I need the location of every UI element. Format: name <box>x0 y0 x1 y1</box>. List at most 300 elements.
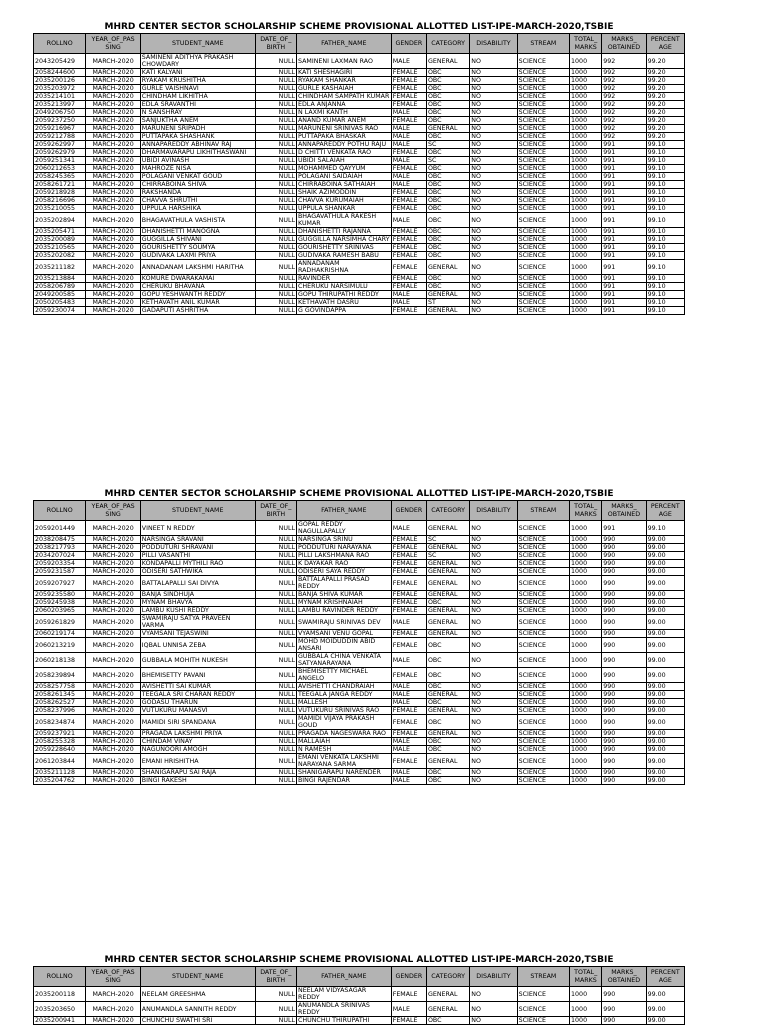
cell-date-of-birth: NULL <box>255 275 296 283</box>
cell-gender: FEMALE <box>391 1017 426 1025</box>
table-row <box>34 707 685 715</box>
cell-father-name: MALLESH <box>296 699 391 707</box>
column-header-total-marks: TOTAL_ MARKS <box>570 967 602 987</box>
cell-category: OBC <box>426 683 469 691</box>
cell-gender: MALE <box>391 109 426 117</box>
cell-gender: MALE <box>391 738 426 746</box>
cell-stream: SCIENCE <box>517 85 569 93</box>
cell-student-name: CHUNCHU SWATHI SRI <box>140 1017 255 1025</box>
cell-date-of-birth: NULL <box>255 738 296 746</box>
cell-father-name: POLAGANI SAIDAIAH <box>296 173 391 181</box>
cell-date-of-birth: NULL <box>255 769 296 777</box>
cell-rollno: 2058255328 <box>34 738 86 746</box>
cell-student-name: PILLI VASANTHI <box>140 552 255 560</box>
cell-disability: NO <box>470 173 517 181</box>
cell-total-marks: 1000 <box>570 707 602 715</box>
cell-student-name: SANJUKTHA ANEM <box>140 117 255 125</box>
cell-gender: FEMALE <box>391 568 426 576</box>
cell-student-name: EDLA SRAVANTHI <box>140 101 255 109</box>
cell-disability: NO <box>470 283 517 291</box>
cell-gender: MALE <box>391 653 426 668</box>
cell-total-marks: 1000 <box>570 181 602 189</box>
cell-year-of-passing: MARCH-2020 <box>86 754 140 769</box>
cell-year-of-passing: MARCH-2020 <box>86 213 140 228</box>
cell-stream: SCIENCE <box>517 189 569 197</box>
cell-year-of-passing: MARCH-2020 <box>86 987 140 1002</box>
cell-date-of-birth: NULL <box>255 536 296 544</box>
cell-date-of-birth: NULL <box>255 228 296 236</box>
cell-category: SC <box>426 141 469 149</box>
cell-gender: FEMALE <box>391 630 426 638</box>
cell-disability: NO <box>470 630 517 638</box>
cell-marks-obtained: 990 <box>602 591 646 599</box>
cell-father-name: UPPULA SHANKAR <box>296 205 391 213</box>
cell-year-of-passing: MARCH-2020 <box>86 599 140 607</box>
cell-marks-obtained: 991 <box>602 213 646 228</box>
cell-year-of-passing: MARCH-2020 <box>86 252 140 260</box>
scholarship-table <box>33 500 685 785</box>
cell-year-of-passing: MARCH-2020 <box>86 591 140 599</box>
cell-year-of-passing: MARCH-2020 <box>86 683 140 691</box>
cell-father-name: MOHD MOIDUDDIN ABID ANSARI <box>296 638 391 653</box>
cell-percentage: 99.10 <box>646 275 684 283</box>
cell-year-of-passing: MARCH-2020 <box>86 738 140 746</box>
cell-category: OBC <box>426 205 469 213</box>
cell-total-marks: 1000 <box>570 576 602 591</box>
cell-stream: SCIENCE <box>517 699 569 707</box>
cell-percentage: 99.20 <box>646 125 684 133</box>
cell-gender: FEMALE <box>391 101 426 109</box>
cell-year-of-passing: MARCH-2020 <box>86 109 140 117</box>
cell-rollno: 2060203965 <box>34 607 86 615</box>
cell-stream: SCIENCE <box>517 69 569 77</box>
table-row <box>34 769 685 777</box>
cell-disability: NO <box>470 699 517 707</box>
table-row <box>34 653 685 668</box>
cell-date-of-birth: NULL <box>255 157 296 165</box>
cell-stream: SCIENCE <box>517 228 569 236</box>
cell-gender: FEMALE <box>391 69 426 77</box>
cell-stream: SCIENCE <box>517 536 569 544</box>
cell-percentage: 99.00 <box>646 1002 684 1017</box>
cell-date-of-birth: NULL <box>255 181 296 189</box>
cell-student-name: KETHAVATH ANIL KUMAR <box>140 299 255 307</box>
cell-father-name: K DAYAKAR RAO <box>296 560 391 568</box>
cell-father-name: NEELAM VIDYASAGAR REDDY <box>296 987 391 1002</box>
cell-category: OBC <box>426 715 469 730</box>
cell-category: OBC <box>426 283 469 291</box>
cell-gender: MALE <box>391 691 426 699</box>
cell-father-name: GUDIVAKA RAMESH BABU <box>296 252 391 260</box>
cell-marks-obtained: 991 <box>602 252 646 260</box>
cell-total-marks: 1000 <box>570 275 602 283</box>
cell-total-marks: 1000 <box>570 615 602 630</box>
column-header-marks-obtained: MARKS_ OBTAINED <box>602 501 646 521</box>
cell-disability: NO <box>470 754 517 769</box>
cell-father-name: N RAMESH <box>296 746 391 754</box>
cell-student-name: GADAPUTI ASHRITHA <box>140 307 255 315</box>
cell-category: GENERAL <box>426 291 469 299</box>
table-row <box>34 668 685 683</box>
cell-marks-obtained: 990 <box>602 715 646 730</box>
cell-gender: FEMALE <box>391 638 426 653</box>
cell-percentage: 99.00 <box>646 699 684 707</box>
cell-stream: SCIENCE <box>517 1002 569 1017</box>
cell-year-of-passing: MARCH-2020 <box>86 746 140 754</box>
cell-percentage: 99.10 <box>646 291 684 299</box>
cell-stream: SCIENCE <box>517 638 569 653</box>
cell-total-marks: 1000 <box>570 777 602 785</box>
cell-disability: NO <box>470 197 517 205</box>
cell-marks-obtained: 990 <box>602 607 646 615</box>
table-row <box>34 260 685 275</box>
cell-category: GENERAL <box>426 576 469 591</box>
cell-disability: NO <box>470 133 517 141</box>
cell-father-name: ANAND KUMAR ANEM <box>296 117 391 125</box>
cell-year-of-passing: MARCH-2020 <box>86 521 140 536</box>
cell-total-marks: 1000 <box>570 699 602 707</box>
cell-marks-obtained: 991 <box>602 165 646 173</box>
cell-gender: FEMALE <box>391 236 426 244</box>
cell-total-marks: 1000 <box>570 638 602 653</box>
cell-percentage: 99.20 <box>646 77 684 85</box>
cell-disability: NO <box>470 299 517 307</box>
cell-percentage: 99.10 <box>646 228 684 236</box>
cell-student-name: CHERUKU BHAVANA <box>140 283 255 291</box>
cell-percentage: 99.10 <box>646 197 684 205</box>
cell-year-of-passing: MARCH-2020 <box>86 85 140 93</box>
column-header-rollno: ROLLNO <box>34 34 86 54</box>
cell-category: ST <box>426 299 469 307</box>
cell-total-marks: 1000 <box>570 173 602 181</box>
cell-disability: NO <box>470 607 517 615</box>
cell-total-marks: 1000 <box>570 599 602 607</box>
cell-gender: FEMALE <box>391 576 426 591</box>
column-header-disability: DISABILITY <box>470 967 517 987</box>
cell-marks-obtained: 990 <box>602 707 646 715</box>
cell-stream: SCIENCE <box>517 213 569 228</box>
cell-percentage: 99.00 <box>646 987 684 1002</box>
cell-percentage: 99.00 <box>646 1017 684 1025</box>
cell-category: OBC <box>426 275 469 283</box>
cell-category: OBC <box>426 181 469 189</box>
cell-category: OBC <box>426 85 469 93</box>
cell-total-marks: 1000 <box>570 205 602 213</box>
cell-date-of-birth: NULL <box>255 544 296 552</box>
table-row <box>34 275 685 283</box>
cell-year-of-passing: MARCH-2020 <box>86 707 140 715</box>
cell-total-marks: 1000 <box>570 125 602 133</box>
cell-date-of-birth: NULL <box>255 101 296 109</box>
table-row <box>34 173 685 181</box>
cell-disability: NO <box>470 552 517 560</box>
cell-stream: SCIENCE <box>517 260 569 275</box>
cell-total-marks: 1000 <box>570 552 602 560</box>
cell-rollno: 2035203650 <box>34 1002 86 1017</box>
cell-rollno: 2060218138 <box>34 653 86 668</box>
cell-stream: SCIENCE <box>517 109 569 117</box>
cell-percentage: 99.00 <box>646 638 684 653</box>
cell-father-name: D CHITTI VENKATA RAO <box>296 149 391 157</box>
cell-marks-obtained: 991 <box>602 521 646 536</box>
cell-stream: SCIENCE <box>517 133 569 141</box>
cell-father-name: GOURISHETTY SRINIVAS <box>296 244 391 252</box>
cell-date-of-birth: NULL <box>255 133 296 141</box>
cell-category: OBC <box>426 213 469 228</box>
cell-category: GENERAL <box>426 560 469 568</box>
cell-father-name: VYAMSANI VENU GOPAL <box>296 630 391 638</box>
column-header-stream: STREAM <box>517 34 569 54</box>
cell-category: GENERAL <box>426 54 469 69</box>
cell-percentage: 99.00 <box>646 730 684 738</box>
cell-gender: MALE <box>391 54 426 69</box>
cell-year-of-passing: MARCH-2020 <box>86 607 140 615</box>
cell-disability: NO <box>470 189 517 197</box>
cell-disability: NO <box>470 291 517 299</box>
cell-gender: MALE <box>391 299 426 307</box>
cell-percentage: 99.00 <box>646 715 684 730</box>
cell-total-marks: 1000 <box>570 236 602 244</box>
cell-rollno: 2059235580 <box>34 591 86 599</box>
column-header-total-marks: TOTAL_ MARKS <box>570 34 602 54</box>
cell-disability: NO <box>470 165 517 173</box>
cell-percentage: 99.00 <box>646 591 684 599</box>
cell-category: OBC <box>426 133 469 141</box>
cell-category: OBC <box>426 228 469 236</box>
cell-father-name: CHERUKU NARSIMULU <box>296 283 391 291</box>
cell-disability: NO <box>470 157 517 165</box>
cell-disability: NO <box>470 715 517 730</box>
cell-father-name: RAVINDER <box>296 275 391 283</box>
cell-rollno: 2035211128 <box>34 769 86 777</box>
cell-total-marks: 1000 <box>570 165 602 173</box>
cell-disability: NO <box>470 228 517 236</box>
cell-date-of-birth: NULL <box>255 125 296 133</box>
cell-category: SC <box>426 552 469 560</box>
cell-marks-obtained: 990 <box>602 699 646 707</box>
cell-year-of-passing: MARCH-2020 <box>86 691 140 699</box>
cell-percentage: 99.20 <box>646 69 684 77</box>
cell-total-marks: 1000 <box>570 683 602 691</box>
cell-student-name: N SANSHRAY <box>140 109 255 117</box>
cell-date-of-birth: NULL <box>255 93 296 101</box>
cell-father-name: VUTUKURU SRINIVAS RAO <box>296 707 391 715</box>
cell-father-name: UBIDI SALAIAH <box>296 157 391 165</box>
cell-category: GENERAL <box>426 260 469 275</box>
cell-total-marks: 1000 <box>570 260 602 275</box>
cell-category: OBC <box>426 653 469 668</box>
cell-rollno: 2058245365 <box>34 173 86 181</box>
cell-marks-obtained: 991 <box>602 181 646 189</box>
cell-disability: NO <box>470 568 517 576</box>
cell-category: SC <box>426 157 469 165</box>
cell-stream: SCIENCE <box>517 544 569 552</box>
cell-percentage: 99.00 <box>646 777 684 785</box>
cell-marks-obtained: 991 <box>602 307 646 315</box>
cell-stream: SCIENCE <box>517 730 569 738</box>
cell-disability: NO <box>470 746 517 754</box>
cell-disability: NO <box>470 244 517 252</box>
cell-disability: NO <box>470 691 517 699</box>
cell-marks-obtained: 992 <box>602 101 646 109</box>
cell-percentage: 99.00 <box>646 544 684 552</box>
cell-total-marks: 1000 <box>570 85 602 93</box>
cell-date-of-birth: NULL <box>255 141 296 149</box>
cell-year-of-passing: MARCH-2020 <box>86 69 140 77</box>
cell-marks-obtained: 992 <box>602 54 646 69</box>
cell-marks-obtained: 990 <box>602 1002 646 1017</box>
cell-date-of-birth: NULL <box>255 560 296 568</box>
cell-disability: NO <box>470 544 517 552</box>
cell-disability: NO <box>470 591 517 599</box>
cell-year-of-passing: MARCH-2020 <box>86 133 140 141</box>
cell-stream: SCIENCE <box>517 769 569 777</box>
column-header-gender: GENDER <box>391 34 426 54</box>
cell-stream: SCIENCE <box>517 754 569 769</box>
cell-rollno: 2035213997 <box>34 101 86 109</box>
cell-stream: SCIENCE <box>517 560 569 568</box>
cell-marks-obtained: 990 <box>602 730 646 738</box>
cell-marks-obtained: 990 <box>602 683 646 691</box>
cell-rollno: 2035211182 <box>34 260 86 275</box>
cell-date-of-birth: NULL <box>255 54 296 69</box>
cell-total-marks: 1000 <box>570 630 602 638</box>
cell-stream: SCIENCE <box>517 576 569 591</box>
scholarship-table <box>33 966 685 1025</box>
cell-disability: NO <box>470 521 517 536</box>
cell-percentage: 99.00 <box>646 560 684 568</box>
cell-percentage: 99.10 <box>646 299 684 307</box>
cell-gender: FEMALE <box>391 307 426 315</box>
cell-category: GENERAL <box>426 521 469 536</box>
cell-year-of-passing: MARCH-2020 <box>86 157 140 165</box>
cell-gender: FEMALE <box>391 93 426 101</box>
cell-student-name: NARSINGA SRAVANI <box>140 536 255 544</box>
cell-stream: SCIENCE <box>517 117 569 125</box>
column-header-father-name: FATHER_NAME <box>296 967 391 987</box>
cell-total-marks: 1000 <box>570 252 602 260</box>
cell-father-name: MARUNENI SRINIVAS RAO <box>296 125 391 133</box>
cell-year-of-passing: MARCH-2020 <box>86 630 140 638</box>
column-header-percentage: PERCENT AGE <box>646 501 684 521</box>
cell-father-name: MAMIDI VIJAYA PRAKASH GOUD <box>296 715 391 730</box>
cell-disability: NO <box>470 638 517 653</box>
column-header-stream: STREAM <box>517 501 569 521</box>
cell-total-marks: 1000 <box>570 738 602 746</box>
cell-student-name: VYAMSANI TEJASWINI <box>140 630 255 638</box>
cell-disability: NO <box>470 205 517 213</box>
cell-marks-obtained: 991 <box>602 197 646 205</box>
cell-gender: MALE <box>391 1002 426 1017</box>
cell-gender: FEMALE <box>391 607 426 615</box>
cell-category: OBC <box>426 738 469 746</box>
cell-marks-obtained: 992 <box>602 109 646 117</box>
cell-stream: SCIENCE <box>517 746 569 754</box>
column-header-category: CATEGORY <box>426 967 469 987</box>
cell-student-name: SHANIGARAPU SAI RAJA <box>140 769 255 777</box>
cell-student-name: PODDUTURI SHRAVANI <box>140 544 255 552</box>
cell-student-name: ANNADANAM LAKSHMI HARITHA <box>140 260 255 275</box>
table-row <box>34 189 685 197</box>
table-row <box>34 691 685 699</box>
cell-student-name: BHEMISETTY PAVANI <box>140 668 255 683</box>
cell-category: OBC <box>426 638 469 653</box>
cell-total-marks: 1000 <box>570 157 602 165</box>
cell-father-name: LAMBU RAVINDER REDDY <box>296 607 391 615</box>
cell-category: GENERAL <box>426 987 469 1002</box>
cell-rollno: 2035210055 <box>34 205 86 213</box>
column-header-date-of-birth: DATE_OF_ BIRTH <box>255 967 296 987</box>
cell-marks-obtained: 990 <box>602 769 646 777</box>
cell-rollno: 2059230074 <box>34 307 86 315</box>
cell-father-name: NARSINGA SRINU <box>296 536 391 544</box>
cell-total-marks: 1000 <box>570 746 602 754</box>
cell-stream: SCIENCE <box>517 283 569 291</box>
cell-date-of-birth: NULL <box>255 746 296 754</box>
cell-year-of-passing: MARCH-2020 <box>86 283 140 291</box>
cell-disability: NO <box>470 77 517 85</box>
cell-disability: NO <box>470 707 517 715</box>
table-row <box>34 591 685 599</box>
cell-disability: NO <box>470 260 517 275</box>
table-row <box>34 683 685 691</box>
cell-rollno: 2059218928 <box>34 189 86 197</box>
cell-student-name: IQBAL UNNISA ZEBA <box>140 638 255 653</box>
cell-rollno: 2058262527 <box>34 699 86 707</box>
cell-percentage: 99.20 <box>646 109 684 117</box>
cell-category: OBC <box>426 165 469 173</box>
cell-gender: MALE <box>391 521 426 536</box>
cell-rollno: 2059261829 <box>34 615 86 630</box>
table-row <box>34 599 685 607</box>
cell-gender: FEMALE <box>391 283 426 291</box>
cell-percentage: 99.00 <box>646 599 684 607</box>
cell-gender: FEMALE <box>391 244 426 252</box>
cell-total-marks: 1000 <box>570 987 602 1002</box>
cell-student-name: MAHROZE NISA <box>140 165 255 173</box>
cell-year-of-passing: MARCH-2020 <box>86 715 140 730</box>
cell-gender: FEMALE <box>391 730 426 738</box>
cell-stream: SCIENCE <box>517 205 569 213</box>
cell-disability: NO <box>470 69 517 77</box>
cell-gender: FEMALE <box>391 205 426 213</box>
cell-date-of-birth: NULL <box>255 668 296 683</box>
cell-date-of-birth: NULL <box>255 521 296 536</box>
cell-stream: SCIENCE <box>517 707 569 715</box>
cell-rollno: 2061203844 <box>34 754 86 769</box>
cell-disability: NO <box>470 653 517 668</box>
cell-total-marks: 1000 <box>570 213 602 228</box>
cell-marks-obtained: 990 <box>602 638 646 653</box>
cell-gender: MALE <box>391 157 426 165</box>
cell-rollno: 2058239894 <box>34 668 86 683</box>
cell-total-marks: 1000 <box>570 189 602 197</box>
cell-marks-obtained: 991 <box>602 228 646 236</box>
cell-marks-obtained: 990 <box>602 1017 646 1025</box>
column-header-year-of-passing: YEAR_OF_PAS SING <box>86 34 140 54</box>
cell-disability: NO <box>470 1002 517 1017</box>
cell-stream: SCIENCE <box>517 568 569 576</box>
cell-rollno: 2058261721 <box>34 181 86 189</box>
cell-total-marks: 1000 <box>570 568 602 576</box>
cell-date-of-birth: NULL <box>255 173 296 181</box>
cell-gender: FEMALE <box>391 552 426 560</box>
cell-category: OBC <box>426 173 469 181</box>
cell-gender: FEMALE <box>391 165 426 173</box>
cell-rollno: 2035202082 <box>34 252 86 260</box>
cell-stream: SCIENCE <box>517 987 569 1002</box>
column-header-category: CATEGORY <box>426 501 469 521</box>
